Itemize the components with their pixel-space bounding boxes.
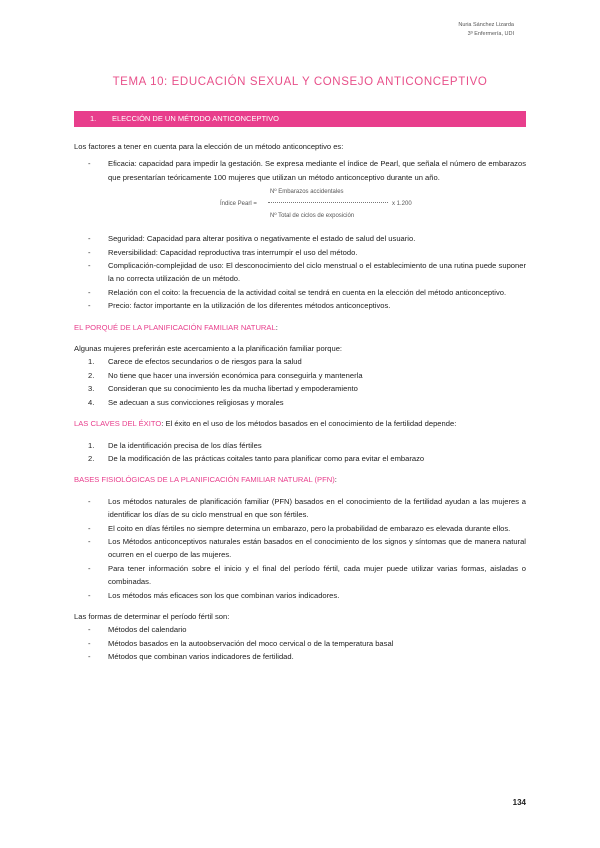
formula-denominator: Nº Total de ciclos de exposición [270,213,355,220]
formula-label: Índice Pearl = [220,201,257,208]
section-heading-bar [74,111,526,127]
list-item: - Relación con el coito: la frecuencia de la actividad coital se tendrá en cuenta en la elección del método anticonceptivo. [74,286,526,299]
claves-list [74,439,526,466]
porque-heading: EL PORQUÉ DE LA PLANIFICACIÓN FAMILIAR NATURAL [74,322,276,332]
list-item: - Para tener información sobre el inicio y el final del período fértil, cada mujer puede utilizar varias formas, aisladas o combinadas. [74,562,526,589]
list-item: - Métodos basados en la autoobservación del moco cervical o de la temperatura basal [74,637,526,650]
list-item: - Precio: factor importante en la utilización de los diferentes métodos anticonceptivos. [74,299,526,312]
list-item: 1. De la identificación precisa de los días fértiles [88,440,262,450]
bases-heading: BASES FISIOLÓGICAS DE LA PLANIFICACIÓN FAMILIAR NATURAL (PFN) [74,475,335,485]
formas-list [74,623,526,663]
list-item: - Métodos que combinan varios indicadores de fertilidad. [74,650,526,663]
list-item: 2. No tiene que hacer una inversión económica para conseguirla y mantenerla [88,370,363,380]
list-item: 1. Carece de efectos secundarios o de riesgos para la salud [88,357,302,367]
page-number: 134 [512,798,526,807]
list-item: - Complicación-complejidad de uso: El desconocimiento del ciclo menstrual o el establecimiento de una rutina puede suponer la no correcta utilización de un método. [74,259,526,286]
pearl-index-formula [74,186,526,226]
document-body [74,140,526,664]
author-name: Nuria Sánchez Lizarda [458,22,514,28]
efficacy-item: - Eficacia: capacidad para impedir la gestación. Se expresa mediante el índice de Pearl, que señala el número de embarazos que presentarían teóricamente 100 mujeres que utilizan un método anticonceptivo durante un año. [74,157,526,184]
efficacy-list [74,157,526,184]
list-item: - Seguridad: Capacidad para alterar positiva o negativamente el estado de salud del usuario. [74,232,526,245]
list-item: 3. Consideran que su conocimiento les da mucha libertad y empoderamiento [88,384,358,394]
list-item: - Los Métodos anticonceptivos naturales están basados en el conocimiento de los signos y síntomas que de manera natural ocurren en el cuerpo de las mujeres. [74,535,526,562]
list-item: - Los métodos naturales de planificación familiar (PFN) basados en el conocimiento de la fertilidad ayudan a las mujeres a identificar los días de su ciclo menstrual en que son fértiles. [74,495,526,522]
formas-intro: Las formas de determinar el período fértil son: [74,611,230,621]
list-item: - Métodos del calendario [74,623,526,636]
list-item: - Reversibilidad: Capacidad reproductiva tras interrumpir el uso del método. [74,246,526,259]
course-info: 3º Enfermería, UDI [467,31,514,37]
formula-numerator: Nº Embarazos accidentales [270,189,344,196]
factors-intro: Los factores a tener en cuenta para la elección de un método anticonceptivo es: [74,142,344,151]
fraction-line [268,202,388,203]
list-item: - Los métodos más eficaces son los que combinan varios indicadores. [74,589,526,602]
list-item: 4. Se adecuan a sus convicciones religiosas y morales [88,397,284,407]
bases-list [74,495,526,602]
bases-heading-line: BASES FISIOLÓGICAS DE LA PLANIFICACIÓN FAMILIAR NATURAL (PFN): [74,475,337,485]
porque-intro: Algunas mujeres preferirán este acercamiento a la planificación familiar porque: [74,344,343,354]
formula-multiplier: x 1.200 [392,201,412,208]
claves-line [74,417,526,430]
porque-list [74,355,526,409]
list-item: 2. De la modificación de las prácticas coitales tanto para planificar como para evitar el embarazo [88,453,425,463]
section-heading: ELECCIÓN DE UN MÉTODO ANTICONCEPTIVO [112,114,279,123]
document-header [458,21,514,39]
claves-heading: LAS CLAVES DEL ÉXITO [74,419,162,429]
document-title: TEMA 10: EDUCACIÓN SEXUAL Y CONSEJO ANTICONCEPTIVO [112,76,488,88]
section-number: 1. [90,114,97,123]
list-item: - El coito en días fértiles no siempre determina un embarazo, pero la probabilidad de embarazo es elevada durante ellos. [74,522,526,535]
porque-heading-line: EL PORQUÉ DE LA PLANIFICACIÓN FAMILIAR NATURAL: [74,322,278,332]
claves-text: : El éxito en el uso de los métodos basados en el conocimiento de la fertilidad depende: [161,419,457,429]
factors-list [74,232,526,312]
